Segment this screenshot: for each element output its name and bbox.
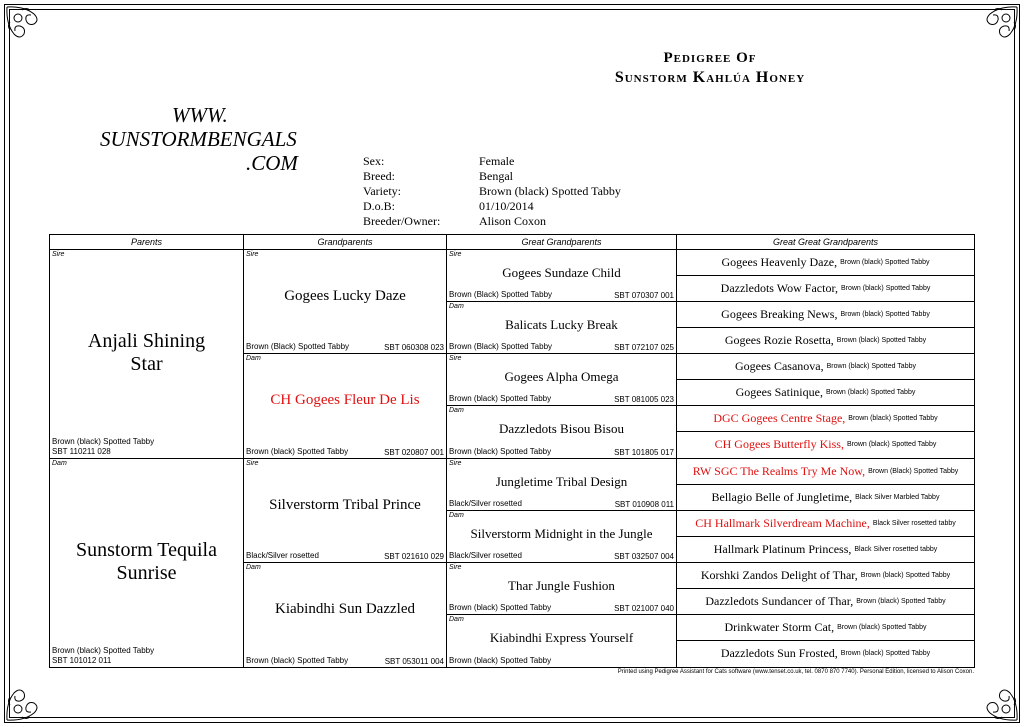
great_great_grandparents-cell bbox=[677, 485, 974, 511]
great_grandparents-cell bbox=[447, 354, 677, 406]
info-row bbox=[363, 169, 621, 184]
pedigree-title bbox=[520, 50, 900, 87]
website-line: WWW. bbox=[172, 103, 228, 127]
cat-colour: Brown (black) Spotted Tabby bbox=[840, 259, 930, 267]
registration-number: SBT 032507 004 bbox=[614, 551, 674, 561]
cat-name: CH Gogees Butterfly Kiss, bbox=[714, 437, 844, 452]
registration-number: SBT 020807 001 bbox=[384, 447, 444, 457]
cat-colour: Brown (black) Spotted Tabby bbox=[840, 311, 930, 319]
info-row bbox=[363, 154, 621, 169]
great_great_grandparents-cell bbox=[677, 406, 974, 432]
cat-name: Korshki Zandos Delight of Thar, bbox=[700, 567, 858, 582]
great_great_grandparents-cell bbox=[677, 354, 974, 380]
cat-colour: Brown (black) Spotted Tabby bbox=[837, 623, 927, 631]
title-line-2: Sunstorm Kahlúa Honey bbox=[614, 69, 806, 86]
great_great_grandparents-cell bbox=[677, 511, 974, 537]
cat-name: Gogees Alpha Omega bbox=[504, 369, 619, 385]
sex-label: Dam bbox=[52, 459, 67, 467]
great_grandparents-cell bbox=[447, 511, 677, 563]
cat-colour: Brown (Black) Spotted Tabby bbox=[449, 342, 553, 352]
great_grandparents-cell bbox=[447, 302, 677, 354]
cat-name: Gogees Heavenly Daze, bbox=[721, 255, 838, 270]
info-value: Bengal bbox=[479, 169, 513, 183]
sex-label: Dam bbox=[449, 407, 464, 415]
cat-colour: Black Silver Marbled Tabby bbox=[855, 493, 940, 501]
cat-name: Gogees Rozie Rosetta, bbox=[724, 333, 834, 348]
cat-name: Drinkwater Storm Cat, bbox=[724, 619, 835, 634]
cat-colour: Brown (black) Spotted Tabby bbox=[449, 394, 552, 404]
cat-colour: Brown (black) Spotted Tabby bbox=[449, 656, 552, 665]
great_grandparents-cell bbox=[447, 615, 677, 667]
grandparents-cell bbox=[244, 354, 447, 458]
website-link[interactable] bbox=[100, 103, 298, 175]
cat-colour: Brown (black) Spotted Tabby bbox=[836, 337, 927, 345]
info-key: Breeder/Owner: bbox=[363, 214, 441, 228]
cat-name: Balicats Lucky Break bbox=[505, 317, 618, 333]
cat-name: CH Hallmark Silverdream Machine, bbox=[695, 515, 870, 530]
cat-colour: Brown (black) Spotted Tabby bbox=[848, 415, 938, 423]
cat-colour: Brown (Black) Spotted Tabby bbox=[868, 467, 959, 475]
great_great_grandparents-cell bbox=[677, 432, 974, 458]
info-value: Female bbox=[479, 154, 515, 168]
info-key: Sex: bbox=[363, 154, 385, 168]
cat-name: CH Gogees Fleur De Lis bbox=[270, 392, 420, 409]
registration-number: SBT 110211 028 bbox=[52, 446, 111, 456]
corner-flourish-icon bbox=[4, 679, 48, 723]
cat-colour: Brown (black) Spotted Tabby bbox=[826, 363, 916, 371]
great_grandparents-cell bbox=[447, 459, 677, 511]
cat-name: Dazzledots Wow Factor, bbox=[720, 281, 838, 296]
info-row bbox=[363, 184, 621, 199]
cat-colour: Brown (black) Spotted Tabby bbox=[840, 285, 931, 293]
cat-colour: Black/Silver rosetted bbox=[246, 550, 319, 560]
great_great_grandparents-cell bbox=[677, 589, 974, 615]
info-value: Alison Coxon bbox=[479, 214, 547, 228]
cat-name: RW SGC The Realms Try Me Now, bbox=[692, 463, 866, 478]
cat-colour: Black/Silver rosetted bbox=[449, 550, 522, 560]
pedigree-table bbox=[49, 234, 975, 668]
cat-name: Gogees Casanova, bbox=[734, 359, 824, 374]
cat-colour: Brown (black) Spotted Tabby bbox=[856, 597, 946, 605]
cat-colour: Brown (Black) Spotted Tabby bbox=[449, 290, 553, 300]
cat-name: Silverstorm Tribal Prince bbox=[269, 496, 421, 513]
column-header: Parents bbox=[50, 235, 244, 250]
registration-number: SBT 081005 023 bbox=[614, 395, 674, 405]
sex-label: Sire bbox=[52, 251, 65, 258]
corner-flourish-icon bbox=[976, 4, 1020, 48]
registration-number: SBT 010908 011 bbox=[614, 499, 674, 509]
info-row bbox=[363, 214, 621, 229]
cat-name: Silverstorm Midnight in the Jungle bbox=[470, 525, 653, 541]
column-header: Great Grandparents bbox=[447, 235, 677, 250]
cat-colour: Brown (black) Spotted Tabby bbox=[860, 571, 951, 579]
registration-number: SBT 072107 025 bbox=[614, 343, 674, 353]
cat-info bbox=[363, 154, 621, 229]
cat-colour: Brown (black) Spotted Tabby bbox=[52, 646, 155, 655]
corner-flourish-icon bbox=[4, 4, 48, 48]
cat-colour: Brown (black) Spotted Tabby bbox=[246, 656, 349, 665]
info-value: 01/10/2014 bbox=[479, 199, 534, 213]
info-value: Brown (black) Spotted Tabby bbox=[479, 184, 621, 198]
website-line: SUNSTORMBENGALS bbox=[100, 127, 297, 151]
info-row bbox=[363, 199, 621, 214]
registration-number: SBT 053011 004 bbox=[384, 657, 444, 666]
registration-number: SBT 021007 040 bbox=[614, 603, 674, 613]
cat-colour: Brown (black) Spotted Tabby bbox=[825, 389, 916, 397]
parents-cell bbox=[50, 459, 244, 668]
cat-colour: Brown (Black) Spotted Tabby bbox=[246, 342, 350, 352]
cat-colour: Black Silver rosetted tabby bbox=[872, 519, 956, 527]
great_great_grandparents-cell bbox=[677, 302, 974, 328]
registration-number: SBT 101805 017 bbox=[614, 447, 674, 457]
info-key: D.o.B: bbox=[363, 199, 396, 213]
cat-name: Kiabindhi Express Yourself bbox=[489, 629, 634, 645]
great_great_grandparents-cell bbox=[677, 380, 974, 406]
great_great_grandparents-cell bbox=[677, 328, 974, 354]
great_grandparents-cell bbox=[447, 563, 677, 615]
column-header: Grandparents bbox=[244, 235, 447, 250]
sex-label: Sire bbox=[449, 251, 462, 258]
grandparents-cell bbox=[244, 250, 447, 354]
cat-name: DGC Gogees Centre Stage, bbox=[713, 411, 846, 426]
cat-name: Dazzledots Sundancer of Thar, bbox=[705, 593, 854, 608]
cat-name: Jungletime Tribal Design bbox=[495, 473, 628, 489]
cat-colour: Brown (black) Spotted Tabby bbox=[52, 436, 155, 446]
great_grandparents-cell bbox=[447, 250, 677, 302]
sex-label: Sire bbox=[246, 251, 259, 258]
cat-name: Gogees Satinique, bbox=[735, 385, 823, 400]
cat-colour: Brown (black) Spotted Tabby bbox=[840, 650, 931, 658]
cat-name: Gogees Lucky Daze bbox=[284, 288, 406, 304]
info-key: Breed: bbox=[363, 169, 395, 183]
sex-label: Dam bbox=[449, 303, 464, 311]
sex-label: Sire bbox=[449, 355, 462, 363]
sex-label: Sire bbox=[246, 459, 259, 467]
sex-label: Dam bbox=[246, 563, 261, 571]
cat-name: Gogees Breaking News, bbox=[721, 307, 838, 322]
cat-colour: Brown (black) Spotted Tabby bbox=[846, 441, 937, 449]
website-line: .COM bbox=[246, 151, 298, 175]
sex-label: Dam bbox=[246, 355, 261, 363]
great_great_grandparents-cell bbox=[677, 537, 974, 563]
great_great_grandparents-cell bbox=[677, 276, 974, 302]
footer-note: Printed using Pedigree Assistant for Cats software (www.tenset.co.uk, tel. 0870 870 7740). Personal Edition, licensed to Alison Coxon. bbox=[617, 669, 974, 675]
column-header: Great Great Grandparents bbox=[677, 235, 974, 250]
cat-name: Sunstorm Tequila Sunrise bbox=[75, 538, 217, 584]
sex-label: Dam bbox=[449, 511, 464, 519]
grandparents-cell bbox=[244, 563, 447, 667]
cat-name: Hallmark Platinum Princess, bbox=[713, 541, 852, 556]
cat-name: Anjali Shining Star bbox=[87, 330, 206, 375]
cat-colour: Black/Silver rosetted bbox=[449, 498, 522, 508]
cat-name: Dazzledots Sun Frosted, bbox=[720, 646, 838, 661]
cat-colour: Brown (black) Spotted Tabby bbox=[449, 602, 552, 612]
great_great_grandparents-cell bbox=[677, 563, 974, 589]
registration-number: SBT 021610 029 bbox=[384, 551, 444, 561]
sex-label: Sire bbox=[449, 563, 462, 571]
great_great_grandparents-cell bbox=[677, 615, 974, 641]
cat-name: Dazzledots Bisou Bisou bbox=[499, 421, 624, 437]
registration-number: SBT 060308 023 bbox=[384, 343, 444, 353]
cat-colour: Brown (black) Spotted Tabby bbox=[449, 446, 552, 456]
sex-label: Dam bbox=[449, 615, 464, 623]
cat-name: Bellagio Belle of Jungletime, bbox=[711, 489, 853, 504]
great_great_grandparents-cell bbox=[677, 459, 974, 485]
cat-name: Thar Jungle Fushion bbox=[508, 577, 615, 593]
great_grandparents-cell bbox=[447, 406, 677, 458]
cat-colour: Black Silver rosetted tabby bbox=[854, 545, 938, 553]
cat-name: Kiabindhi Sun Dazzled bbox=[275, 600, 415, 617]
great_great_grandparents-cell bbox=[677, 250, 974, 276]
cat-name: Gogees Sundaze Child bbox=[502, 265, 621, 280]
registration-number: SBT 101012 011 bbox=[52, 656, 112, 665]
grandparents-cell bbox=[244, 459, 447, 563]
title-line-1: Pedigree Of bbox=[663, 50, 757, 66]
corner-flourish-icon bbox=[976, 679, 1020, 723]
info-key: Variety: bbox=[363, 184, 401, 198]
cat-colour: Brown (black) Spotted Tabby bbox=[246, 446, 349, 456]
registration-number: SBT 070307 001 bbox=[614, 291, 674, 301]
great_great_grandparents-cell bbox=[677, 641, 974, 667]
parents-cell bbox=[50, 250, 244, 459]
sex-label: Sire bbox=[449, 459, 462, 467]
